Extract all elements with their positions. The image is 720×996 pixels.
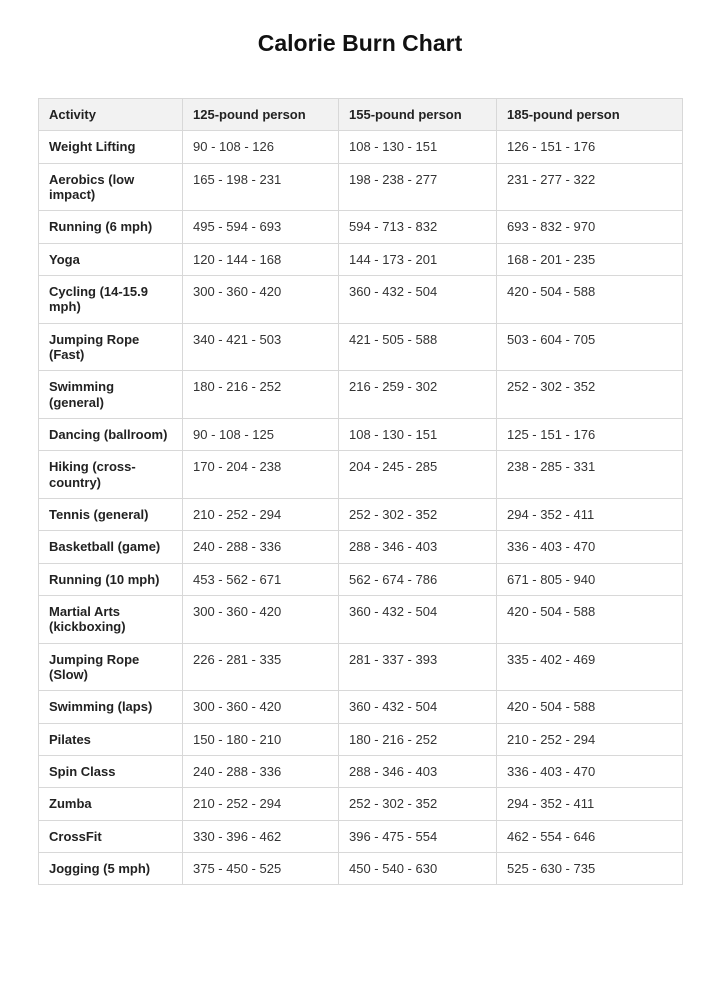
value-cell: 396 - 475 - 554 [339,820,497,852]
table-row [39,563,683,595]
value-cell: 252 - 302 - 352 [339,788,497,820]
value-cell: 335 - 402 - 469 [497,643,683,691]
value-cell: 168 - 201 - 235 [497,243,683,275]
value-cell: 594 - 713 - 832 [339,211,497,243]
value-cell: 300 - 360 - 420 [183,275,339,323]
activity-cell: Hiking (cross-country) [39,451,183,499]
table-row [39,371,683,419]
column-header: 155-pound person [339,99,497,131]
table-row [39,595,683,643]
value-cell: 340 - 421 - 503 [183,323,339,371]
table-head [39,99,683,131]
table-row [39,211,683,243]
value-cell: 108 - 130 - 151 [339,131,497,163]
table-row [39,275,683,323]
column-header: 125-pound person [183,99,339,131]
value-cell: 420 - 504 - 588 [497,275,683,323]
value-cell: 125 - 151 - 176 [497,418,683,450]
value-cell: 240 - 288 - 336 [183,531,339,563]
table-row [39,820,683,852]
value-cell: 562 - 674 - 786 [339,563,497,595]
value-cell: 210 - 252 - 294 [497,723,683,755]
activity-cell: Pilates [39,723,183,755]
activity-cell: Weight Lifting [39,131,183,163]
value-cell: 453 - 562 - 671 [183,563,339,595]
column-header: 185-pound person [497,99,683,131]
value-cell: 330 - 396 - 462 [183,820,339,852]
activity-cell: Running (6 mph) [39,211,183,243]
activity-cell: CrossFit [39,820,183,852]
value-cell: 288 - 346 - 403 [339,755,497,787]
value-cell: 300 - 360 - 420 [183,691,339,723]
table-row [39,243,683,275]
activity-cell: Jumping Rope (Slow) [39,643,183,691]
activity-cell: Zumba [39,788,183,820]
value-cell: 108 - 130 - 151 [339,418,497,450]
activity-cell: Cycling (14-15.9 mph) [39,275,183,323]
value-cell: 294 - 352 - 411 [497,788,683,820]
value-cell: 503 - 604 - 705 [497,323,683,371]
activity-cell: Jogging (5 mph) [39,852,183,884]
value-cell: 198 - 238 - 277 [339,163,497,211]
activity-cell: Basketball (game) [39,531,183,563]
value-cell: 150 - 180 - 210 [183,723,339,755]
value-cell: 216 - 259 - 302 [339,371,497,419]
value-cell: 671 - 805 - 940 [497,563,683,595]
table-row [39,531,683,563]
value-cell: 170 - 204 - 238 [183,451,339,499]
table-row [39,418,683,450]
table-row [39,451,683,499]
value-cell: 360 - 432 - 504 [339,595,497,643]
value-cell: 450 - 540 - 630 [339,852,497,884]
table-row [39,163,683,211]
activity-cell: Running (10 mph) [39,563,183,595]
value-cell: 252 - 302 - 352 [497,371,683,419]
value-cell: 226 - 281 - 335 [183,643,339,691]
value-cell: 336 - 403 - 470 [497,755,683,787]
value-cell: 240 - 288 - 336 [183,755,339,787]
value-cell: 336 - 403 - 470 [497,531,683,563]
value-cell: 360 - 432 - 504 [339,691,497,723]
table-row [39,723,683,755]
value-cell: 165 - 198 - 231 [183,163,339,211]
value-cell: 252 - 302 - 352 [339,498,497,530]
table-row [39,498,683,530]
table-row [39,131,683,163]
activity-cell: Tennis (general) [39,498,183,530]
value-cell: 420 - 504 - 588 [497,595,683,643]
activity-cell: Jumping Rope (Fast) [39,323,183,371]
value-cell: 375 - 450 - 525 [183,852,339,884]
value-cell: 300 - 360 - 420 [183,595,339,643]
value-cell: 294 - 352 - 411 [497,498,683,530]
activity-cell: Yoga [39,243,183,275]
table-body [39,131,683,885]
table-row [39,852,683,884]
column-header: Activity [39,99,183,131]
value-cell: 90 - 108 - 125 [183,418,339,450]
value-cell: 90 - 108 - 126 [183,131,339,163]
page-title: Calorie Burn Chart [257,30,463,56]
value-cell: 288 - 346 - 403 [339,531,497,563]
value-cell: 204 - 245 - 285 [339,451,497,499]
value-cell: 281 - 337 - 393 [339,643,497,691]
table-row [39,323,683,371]
table-row [39,755,683,787]
value-cell: 126 - 151 - 176 [497,131,683,163]
value-cell: 120 - 144 - 168 [183,243,339,275]
value-cell: 180 - 216 - 252 [339,723,497,755]
table-row [39,643,683,691]
activity-cell: Swimming (laps) [39,691,183,723]
activity-cell: Dancing (ballroom) [39,418,183,450]
activity-cell: Martial Arts (kickboxing) [39,595,183,643]
value-cell: 144 - 173 - 201 [339,243,497,275]
activity-cell: Swimming (general) [39,371,183,419]
value-cell: 525 - 630 - 735 [497,852,683,884]
value-cell: 421 - 505 - 588 [339,323,497,371]
value-cell: 360 - 432 - 504 [339,275,497,323]
activity-cell: Aerobics (low impact) [39,163,183,211]
value-cell: 238 - 285 - 331 [497,451,683,499]
table-row [39,788,683,820]
value-cell: 693 - 832 - 970 [497,211,683,243]
value-cell: 462 - 554 - 646 [497,820,683,852]
activity-cell: Spin Class [39,755,183,787]
value-cell: 420 - 504 - 588 [497,691,683,723]
value-cell: 495 - 594 - 693 [183,211,339,243]
calorie-burn-table [38,98,683,885]
value-cell: 210 - 252 - 294 [183,498,339,530]
value-cell: 231 - 277 - 322 [497,163,683,211]
table-row [39,691,683,723]
value-cell: 210 - 252 - 294 [183,788,339,820]
value-cell: 180 - 216 - 252 [183,371,339,419]
table-header-row [39,99,683,131]
